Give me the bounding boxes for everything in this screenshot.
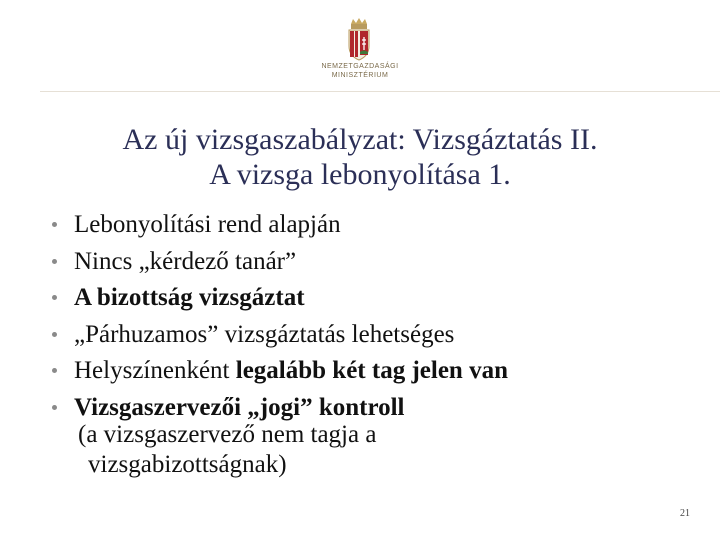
bullet-bold-text: A bizottság vizsgáztat	[74, 284, 305, 311]
bullet-item	[52, 317, 712, 354]
bullet-dot-icon	[52, 222, 57, 227]
bullet-text: Helyszínenként	[74, 357, 236, 384]
header-divider	[40, 91, 720, 92]
bullet-list	[52, 207, 712, 426]
bullet-note	[78, 420, 376, 480]
bullet-text: „Párhuzamos” vizsgáztatás lehetséges	[74, 320, 455, 348]
bullet-bold-text: Vizsgaszervezői „jogi” kontroll	[74, 393, 405, 421]
ministry-line-2: MINISZTÉRIUM	[331, 72, 389, 79]
bullet-bold-text: legalább két tag jelen van	[235, 357, 508, 384]
note-line-1: (a vizsgaszervező nem tagja a	[78, 421, 377, 448]
title-line-1: Az új vizsgaszabályzat: Vizsgáztatás II.	[122, 123, 598, 156]
ministry-name	[300, 62, 420, 80]
page-number: 21	[680, 508, 690, 519]
bullet-item	[52, 207, 712, 244]
slide-title	[0, 122, 720, 192]
ministry-line-1: NEMZETGAZDASÁGI	[321, 63, 399, 70]
bullet-dot-icon	[52, 295, 57, 300]
note-line-2: vizsgabizottságnak)	[88, 451, 287, 478]
bullet-dot-icon	[52, 405, 57, 410]
hungarian-coat-of-arms-icon	[341, 18, 377, 62]
bullet-item	[52, 280, 712, 317]
bullet-text: Lebonyolítási rend alapján	[74, 211, 341, 238]
bullet-item	[52, 353, 712, 390]
title-line-2: A vizsga lebonyolítása 1.	[209, 158, 511, 191]
bullet-dot-icon	[52, 332, 57, 337]
bullet-item	[52, 244, 712, 281]
bullet-dot-icon	[52, 259, 57, 264]
bullet-text: Nincs „kérdező tanár”	[74, 247, 297, 275]
bullet-dot-icon	[52, 368, 57, 373]
slide-header	[0, 0, 720, 100]
